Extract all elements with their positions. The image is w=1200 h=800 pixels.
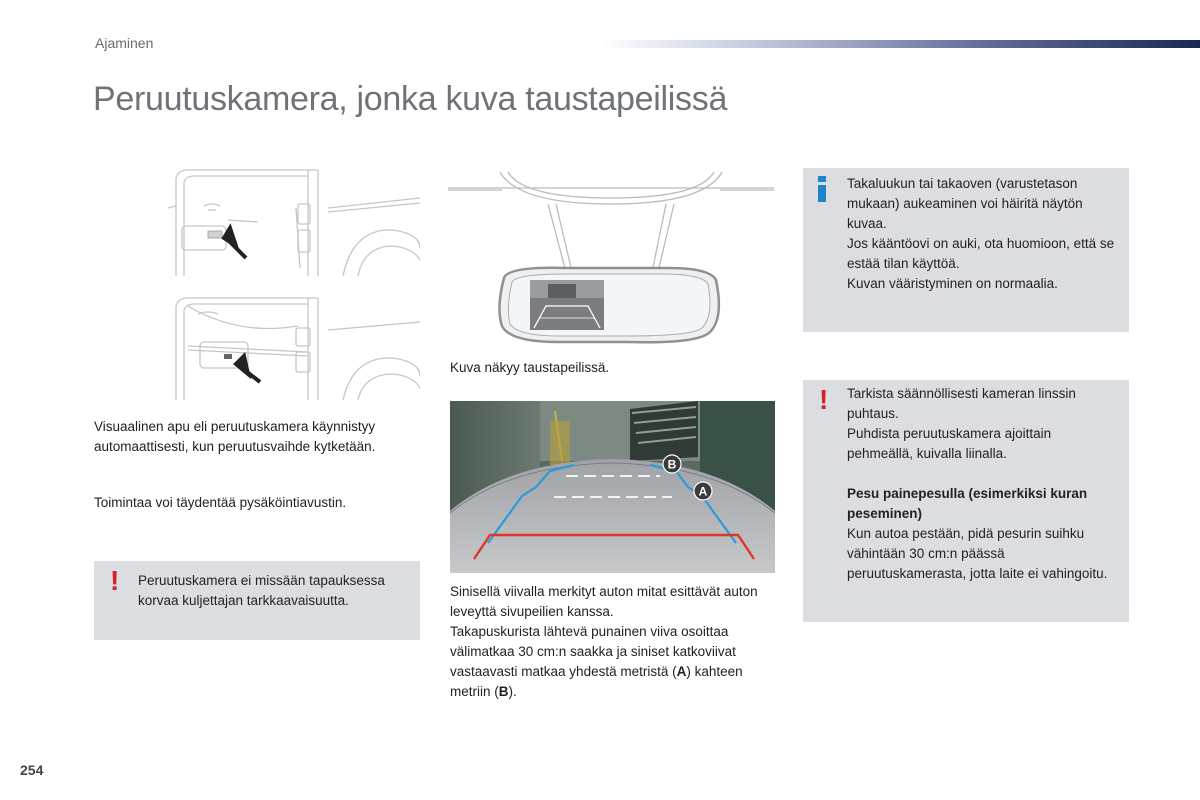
reverse-camera-view: [450, 401, 775, 573]
warning-line-3: Kun autoa pestään, pidä pesurin suihku vähintään 30 cm:n päässä peruutuskamerasta, jotta laite ei vahingoitu.: [847, 526, 1108, 581]
warning-box-right: [803, 380, 1129, 622]
intro-paragraph: Visuaalinen apu eli peruutuskamera käynnistyy automaattisesti, kun peruutusvaihde kytketään.: [94, 419, 376, 454]
van-rear-illustration-bottom: [168, 296, 420, 400]
warning-exclamation-icon: !: [819, 384, 829, 415]
info-line-2: Jos kääntöovi on auki, ota huomioon, että se estää tilan käyttöä.: [847, 236, 1115, 271]
header-gradient-bar: [600, 40, 1200, 48]
info-line-1: Takaluukun tai takaoven (varustetason mukaan) aukeaminen voi häiritä näytön kuvaa.: [847, 176, 1083, 231]
parking-assist-paragraph: Toimintaa voi täydentää pysäköintiavustin.: [94, 495, 347, 510]
van-rear-illustration-top: [168, 168, 420, 276]
rearview-mirror-illustration: [448, 168, 774, 350]
warning-box-left: [94, 561, 420, 640]
info-box: [803, 168, 1129, 332]
guide-lines-description: Sinisellä viivalla merkityt auton mitat esittävät auton leveyttä sivupeilien kanssa. Takapuskurista lähtevä punainen viiva osoittaa välimatkaa 30 cm:n saakka ja siniset katkoviivat vastaavasti matkaa yhdestä metristä (A) kahteen metriin (B).: [450, 584, 758, 699]
camera-label-b: B: [667, 457, 677, 472]
pressure-wash-heading: Pesu painepesulla (esimerkiksi kuran peseminen): [847, 486, 1088, 521]
info-icon: [817, 176, 827, 202]
mirror-caption: Kuva näkyy taustapeilissä.: [450, 360, 610, 375]
page-number: 254: [20, 762, 44, 778]
warning-text-left: Peruutuskamera ei missään tapauksessa korvaa kuljettajan tarkkaavaisuutta.: [138, 573, 385, 608]
page-title: Peruutuskamera, jonka kuva taustapeilissä: [93, 80, 728, 118]
warning-line-2: Puhdista peruutuskamera ajoittain pehmeällä, kuivalla liinalla.: [847, 426, 1052, 461]
section-label: Ajaminen: [95, 35, 154, 51]
warning-line-1: Tarkista säännöllisesti kameran linssin puhtaus.: [847, 386, 1076, 421]
info-line-3: Kuvan vääristyminen on normaalia.: [847, 276, 1058, 291]
camera-label-a: A: [698, 484, 708, 499]
warning-exclamation-icon: !: [110, 565, 120, 596]
